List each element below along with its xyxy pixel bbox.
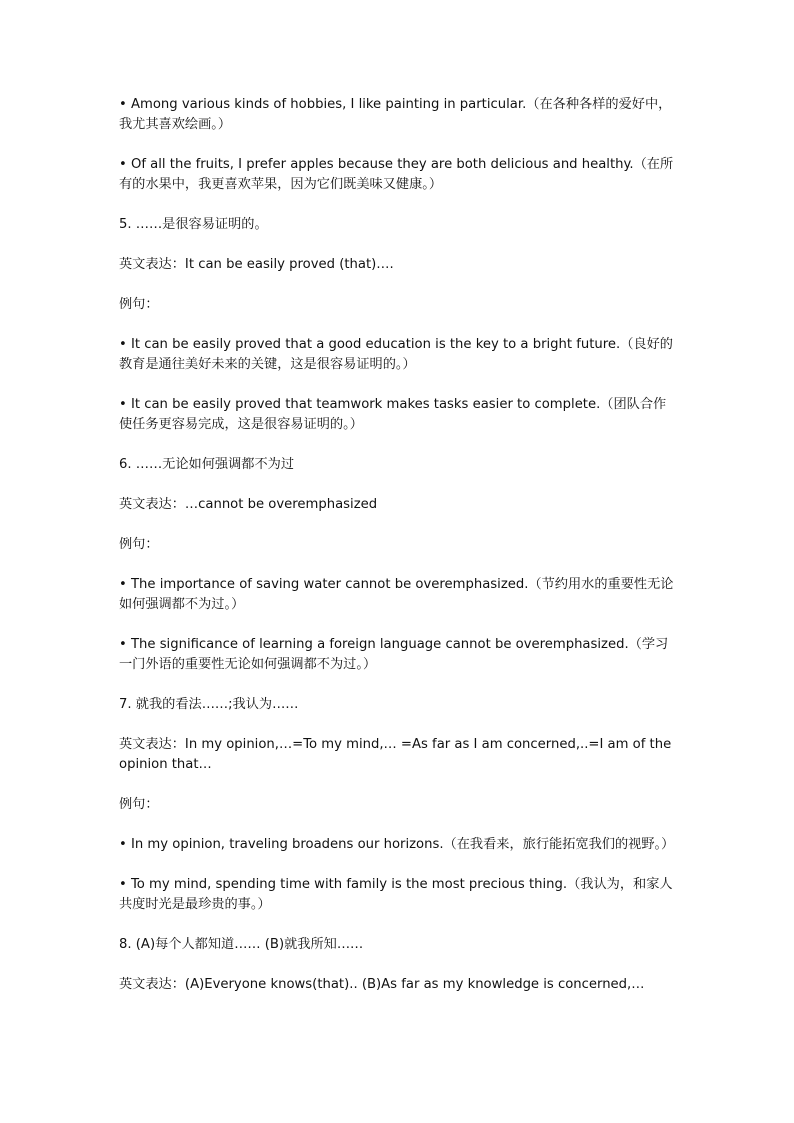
section-heading-7: 7. 就我的看法……;我认为…… xyxy=(119,697,299,712)
example-sentence-water: • The importance of saving water cannot be overemphasized.（节约用水的重要性无论如何强调都不为过。） xyxy=(119,577,674,612)
document-content xyxy=(119,95,679,995)
example-label-7: 例句： xyxy=(119,797,159,812)
english-expression-5: 英文表达：It can be easily proved (that)…. xyxy=(119,257,394,272)
example-sentence-hobbies: • Among various kinds of hobbies, I like painting in particular.（在各种各样的爱好中，我尤其喜欢绘画。） xyxy=(119,97,672,132)
example-label-5: 例句： xyxy=(119,297,159,312)
example-sentence-family: • To my mind, spending time with family is the most precious thing.（我认为，和家人共度时光是最珍贵的事。） xyxy=(119,877,673,912)
example-sentence-education: • It can be easily proved that a good education is the key to a bright future.（良好的教育是通往美好未来的关键，这是很容易证明的。） xyxy=(119,337,673,372)
section-heading-8: 8. (A)每个人都知道…… (B)就我所知…… xyxy=(119,937,364,952)
example-sentence-language: • The significance of learning a foreign language cannot be overemphasized.（学习一门外语的重要性无论如何强调都不为过。） xyxy=(119,637,669,672)
example-sentence-teamwork: • It can be easily proved that teamwork makes tasks easier to complete.（团队合作使任务更容易完成，这是很容易证明的。） xyxy=(119,397,667,432)
english-expression-7: 英文表达：In my opinion,…=To my mind,… =As far as I am concerned,..=I am of the opinion that… xyxy=(119,737,672,772)
english-expression-8: 英文表达：(A)Everyone knows(that).. (B)As far as my knowledge is concerned,… xyxy=(119,977,645,992)
section-heading-6: 6. ……无论如何强调都不为过 xyxy=(119,457,295,472)
example-sentence-traveling: • In my opinion, traveling broadens our horizons.（在我看来，旅行能拓宽我们的视野。） xyxy=(119,837,675,852)
english-expression-6: 英文表达：…cannot be overemphasized xyxy=(119,497,378,512)
example-label-6: 例句： xyxy=(119,537,159,552)
example-sentence-fruits: • Of all the fruits, I prefer apples because they are both delicious and healthy.（在所有的水果中，我更喜欢苹果，因为它们既美味又健康。） xyxy=(119,157,674,192)
section-heading-5: 5. ……是很容易证明的。 xyxy=(119,217,268,232)
